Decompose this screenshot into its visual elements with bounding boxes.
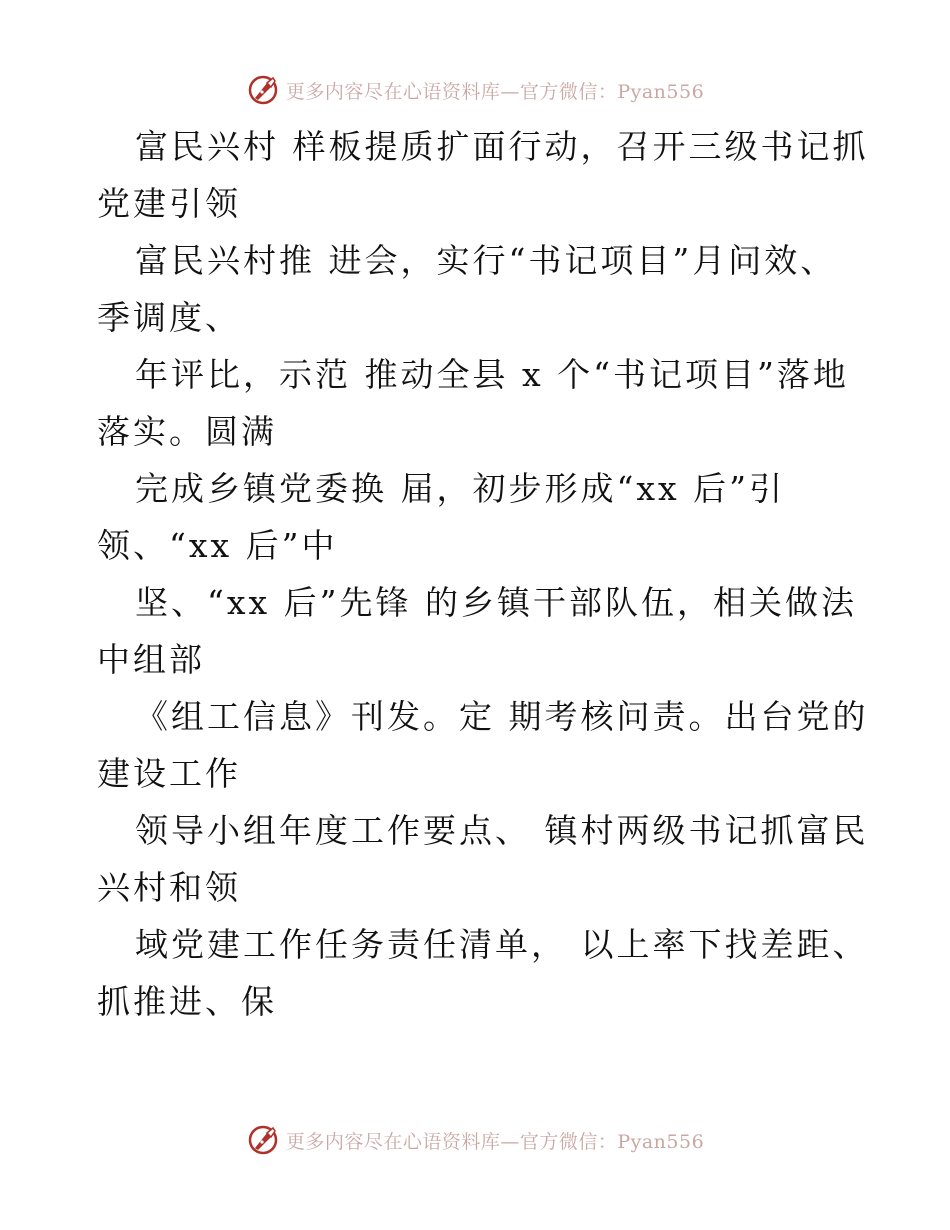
body-line: 领导小组年度工作要点、 镇村两级书记抓富民 [135,811,869,850]
body-line: 季调度、 [97,298,241,337]
body-line: 兴村和领 [97,868,241,907]
body-line: 域党建工作任务责任清单， 以上率下找差距、 [135,925,869,964]
body-line: 落实。圆满 [97,412,277,451]
body-line: 党建引领 [97,184,241,223]
body-line: 坚、“xx 后”先锋 的乡镇干部队伍，相关做法 [135,583,857,622]
document-body [97,118,877,1030]
header-banner-text: 更多内容尽在心语资料库—官方微信：Pyan556 [285,80,705,103]
header-banner [0,70,950,110]
body-line: 富民兴村 样板提质扩面行动，召开三级书记抓 [135,127,869,166]
body-line: 中组部 [97,640,205,679]
body-line: 完成乡镇党委换 届，初步形成“xx 后”引 [135,469,785,508]
body-line: 抓推进、保 [97,982,277,1021]
pen-nib-logo-icon [246,73,280,107]
footer-banner [0,1120,950,1160]
body-line: 《组工信息》刊发。定 期考核问责。出台党的 [135,697,869,736]
body-line: 建设工作 [97,754,241,793]
body-line: 富民兴村推 进会，实行“书记项目”月问效、 [135,241,837,280]
body-line: 领、“xx 后”中 [97,526,338,565]
pen-nib-logo-icon [246,1123,280,1157]
body-line: 年评比，示范 推动全县 x 个“书记项目”落地 [135,355,849,394]
footer-banner-text: 更多内容尽在心语资料库—官方微信：Pyan556 [285,1130,705,1153]
